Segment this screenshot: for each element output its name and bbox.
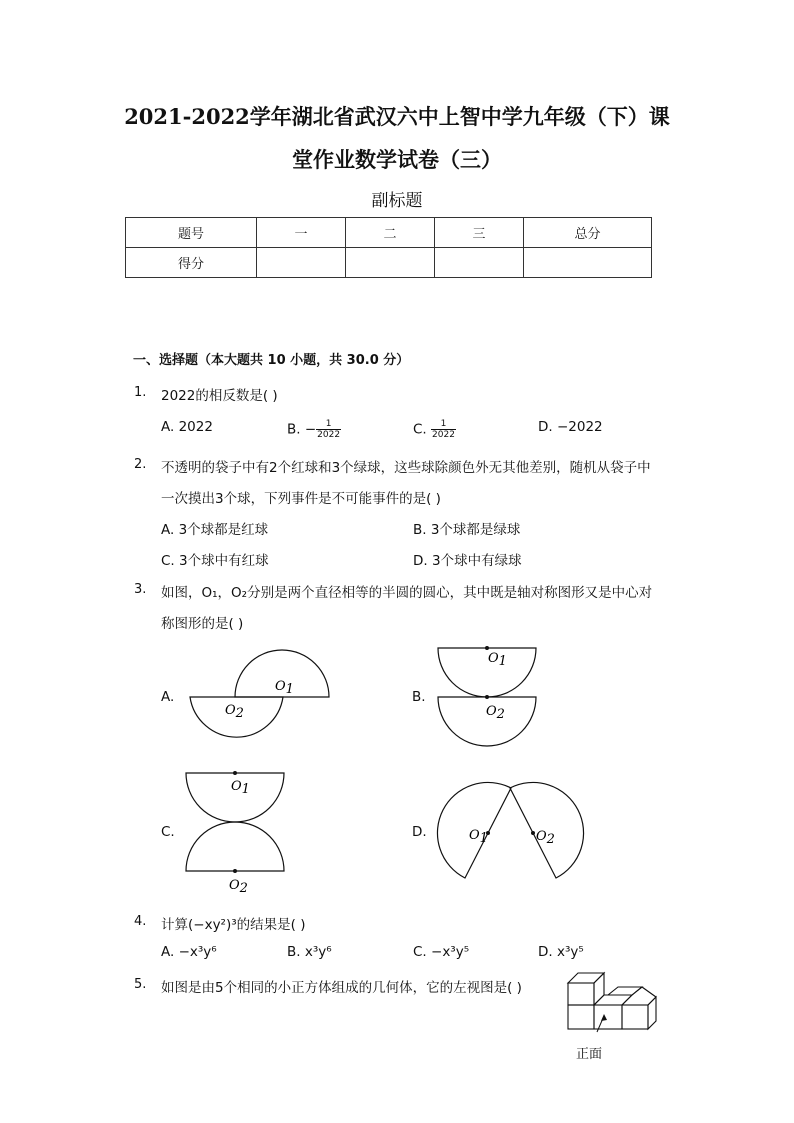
option-c: C. 3个球中有红球 <box>161 553 269 569</box>
score-header-cell: 题号 <box>126 218 257 248</box>
cube-side <box>648 997 656 1029</box>
fraction-numerator: 1 <box>316 419 341 430</box>
option-c-prefix: C. <box>413 421 432 438</box>
center-o2 <box>485 695 489 699</box>
option-d: D. −2022 <box>538 419 603 435</box>
semicircle-lower <box>186 822 284 871</box>
question-text: 2022的相反数是( ) <box>161 388 278 404</box>
score-table <box>125 217 652 278</box>
option-c: C. −x³y⁵ <box>413 944 470 960</box>
figure-d-label: D. <box>412 824 427 840</box>
question-number: 3. <box>134 582 147 597</box>
option-d: D. x³y⁵ <box>538 944 584 960</box>
option-a: A. 2022 <box>161 419 213 435</box>
label-o1: O1 <box>469 828 488 846</box>
label-o2: O2 <box>486 704 505 722</box>
score-cell <box>257 248 346 278</box>
question-number: 4. <box>134 914 147 929</box>
semicircle-right <box>510 782 584 878</box>
question-text-line2: 一次摸出3个球，下列事件是不可能事件的是( ) <box>161 491 441 507</box>
option-b: B. 3个球都是绿球 <box>413 522 521 538</box>
fraction <box>316 419 341 440</box>
fraction-numerator: 1 <box>431 419 456 430</box>
question-text: 计算(−xy²)³的结果是( ) <box>161 917 306 933</box>
cube-face <box>568 1005 594 1029</box>
cube-face <box>594 1005 622 1029</box>
paper-subtitle: 副标题 <box>371 191 423 211</box>
option-b <box>287 419 341 440</box>
option-a: A. 3个球都是红球 <box>161 522 269 538</box>
score-cell <box>524 248 652 278</box>
score-cell <box>346 248 435 278</box>
score-table-header-row <box>126 218 652 248</box>
score-row-label: 得分 <box>126 248 257 278</box>
cube-face <box>622 1005 648 1029</box>
question-text-line2: 称图形的是( ) <box>161 616 244 632</box>
question-number: 1. <box>134 385 147 400</box>
center-o1 <box>233 771 237 775</box>
figure-d <box>435 780 585 885</box>
score-cell <box>435 248 524 278</box>
center-o2 <box>233 869 237 873</box>
score-header-cell: 三 <box>435 218 524 248</box>
paper-title-line2: 堂作业数学试卷（三） <box>292 147 502 172</box>
figure-a <box>180 640 340 750</box>
fraction <box>431 419 456 440</box>
cube-solid-figure <box>560 965 665 1040</box>
option-d: D. 3个球中有绿球 <box>413 553 522 569</box>
arrow-head <box>601 1014 607 1021</box>
figure-a-label: A. <box>161 689 175 705</box>
question-text-line1: 如图，O₁，O₂分别是两个直径相等的半圆的圆心，其中既是轴对称图形又是中心对 <box>161 585 653 601</box>
center-o2 <box>531 831 535 835</box>
figure-c-label: C. <box>161 824 175 840</box>
option-b-prefix: B. − <box>287 421 317 438</box>
semicircle-upper <box>438 648 536 697</box>
fraction-denominator: 2022 <box>317 430 341 440</box>
front-label: 正面 <box>576 1047 603 1062</box>
option-c <box>413 419 456 440</box>
label-o2: O2 <box>229 878 248 896</box>
section-heading: 一、选择题（本大题共 10 小题，共 30.0 分） <box>133 353 410 368</box>
label-o2: O2 <box>536 829 555 847</box>
center-o1 <box>485 646 489 650</box>
question-number: 2. <box>134 457 147 472</box>
label-o1: O1 <box>231 779 250 797</box>
score-table-score-row <box>126 248 652 278</box>
cube-face <box>568 983 594 1005</box>
figure-b-label: B. <box>412 689 426 705</box>
paper-title-line1: 2021-2022学年湖北省武汉六中上智中学九年级（下）课 <box>124 104 670 129</box>
score-header-cell: 二 <box>346 218 435 248</box>
fraction-denominator: 2022 <box>432 430 455 440</box>
option-b: B. x³y⁶ <box>287 944 332 960</box>
question-text-line1: 不透明的袋子中有2个红球和3个绿球，这些球除颜色外无其他差别，随机从袋子中 <box>161 460 651 476</box>
label-o1: O1 <box>275 679 294 697</box>
score-header-cell: 总分 <box>524 218 652 248</box>
label-o1: O1 <box>488 651 507 669</box>
question-text: 如图是由5个相同的小正方体组成的几何体，它的左视图是( ) <box>161 980 522 996</box>
label-o2: O2 <box>225 703 244 721</box>
question-number: 5. <box>134 977 147 992</box>
figure-b <box>430 640 550 755</box>
score-header-cell: 一 <box>257 218 346 248</box>
option-a: A. −x³y⁶ <box>161 944 217 960</box>
figure-c <box>180 765 300 895</box>
